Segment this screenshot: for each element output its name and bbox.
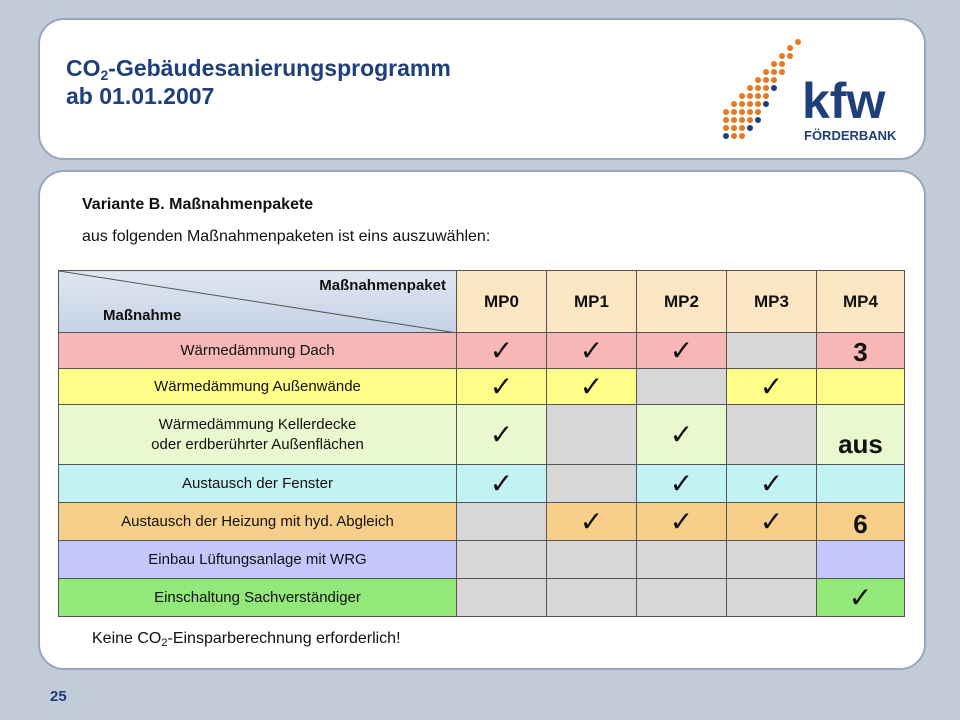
note-pre: Keine CO <box>92 630 162 647</box>
measure-heating: Austausch der Heizung mit hyd. Abgleich <box>59 503 457 541</box>
check-icon: ✓ <box>457 465 547 503</box>
empty-cell <box>727 333 817 369</box>
table-row <box>59 333 905 369</box>
check-icon: ✓ <box>727 369 817 405</box>
empty-cell <box>727 579 817 617</box>
column-header-mp3: MP3 <box>727 271 817 333</box>
empty-cell <box>637 541 727 579</box>
empty-cell <box>547 405 637 465</box>
table-corner-header <box>59 271 457 333</box>
empty-cell <box>637 369 727 405</box>
measure-line2: oder erdberührter Außenflächen <box>151 435 364 453</box>
footer-note <box>92 630 401 648</box>
page-number: 25 <box>50 688 67 705</box>
table-header-row <box>59 271 905 333</box>
check-icon: ✓ <box>547 503 637 541</box>
measure-expert: Einschaltung Sachverständiger <box>59 579 457 617</box>
check-icon: ✓ <box>637 333 727 369</box>
empty-cell <box>547 541 637 579</box>
table-row <box>59 503 905 541</box>
column-header-mp4: MP4 <box>817 271 905 333</box>
check-icon: ✓ <box>457 333 547 369</box>
empty-cell <box>457 541 547 579</box>
note-subscript: 2 <box>161 637 168 649</box>
variant-heading: Variante B. Maßnahmenpakete <box>82 196 314 213</box>
kfw-dots-logo-icon <box>720 36 910 146</box>
measure-ventilation: Einbau Lüftungsanlage mit WRG <box>59 541 457 579</box>
column-header-mp2: MP2 <box>637 271 727 333</box>
table-row <box>59 579 905 617</box>
mp4-label-top: 3 <box>817 333 905 369</box>
title-co: CO <box>66 55 101 81</box>
title-date: ab 01.01.2007 <box>66 83 215 109</box>
empty-cell <box>727 541 817 579</box>
empty-cell <box>637 579 727 617</box>
check-icon: ✓ <box>637 405 727 465</box>
empty-cell <box>547 579 637 617</box>
svg-text:FÖRDERBANK: FÖRDERBANK <box>804 128 897 143</box>
page-title <box>66 54 451 110</box>
table-row <box>59 541 905 579</box>
variant-instruction: aus folgenden Maßnahmenpaketen ist eins auszuwählen: <box>82 228 491 245</box>
measure-windows: Austausch der Fenster <box>59 465 457 503</box>
column-axis-label: Maßnahmenpaket <box>319 277 446 294</box>
header-panel <box>38 18 926 160</box>
check-icon: ✓ <box>817 579 905 617</box>
check-icon: ✓ <box>727 503 817 541</box>
empty-cell <box>457 579 547 617</box>
measure-basement-insulation <box>59 405 457 465</box>
table-row <box>59 465 905 503</box>
title-program: -Gebäudesanierungsprogramm <box>108 55 451 81</box>
check-icon: ✓ <box>457 369 547 405</box>
empty-cell <box>547 465 637 503</box>
check-icon: ✓ <box>547 333 637 369</box>
column-header-mp1: MP1 <box>547 271 637 333</box>
column-header-mp0: MP0 <box>457 271 547 333</box>
measure-wall-insulation: Wärmedämmung Außenwände <box>59 369 457 405</box>
table-row <box>59 369 905 405</box>
content-panel <box>38 170 926 670</box>
check-icon: ✓ <box>637 465 727 503</box>
check-icon: ✓ <box>727 465 817 503</box>
mp4-cell <box>817 541 905 579</box>
mp4-cell <box>817 465 905 503</box>
measure-line1: Wärmedämmung Kellerdecke <box>158 415 357 433</box>
mp4-label-bottom: 6 <box>817 503 905 541</box>
table-row <box>59 405 905 465</box>
empty-cell <box>457 503 547 541</box>
empty-cell <box>727 405 817 465</box>
row-axis-label: Maßnahme <box>103 307 182 324</box>
measures-table <box>58 270 905 617</box>
measure-roof-insulation: Wärmedämmung Dach <box>59 333 457 369</box>
mp4-label-middle: aus <box>817 405 905 465</box>
check-icon: ✓ <box>457 405 547 465</box>
svg-text:kfw: kfw <box>802 73 886 129</box>
title-subscript: 2 <box>100 67 109 83</box>
check-icon: ✓ <box>547 369 637 405</box>
note-post: -Einsparberechnung erforderlich! <box>167 630 401 647</box>
check-icon: ✓ <box>637 503 727 541</box>
mp4-cell <box>817 369 905 405</box>
